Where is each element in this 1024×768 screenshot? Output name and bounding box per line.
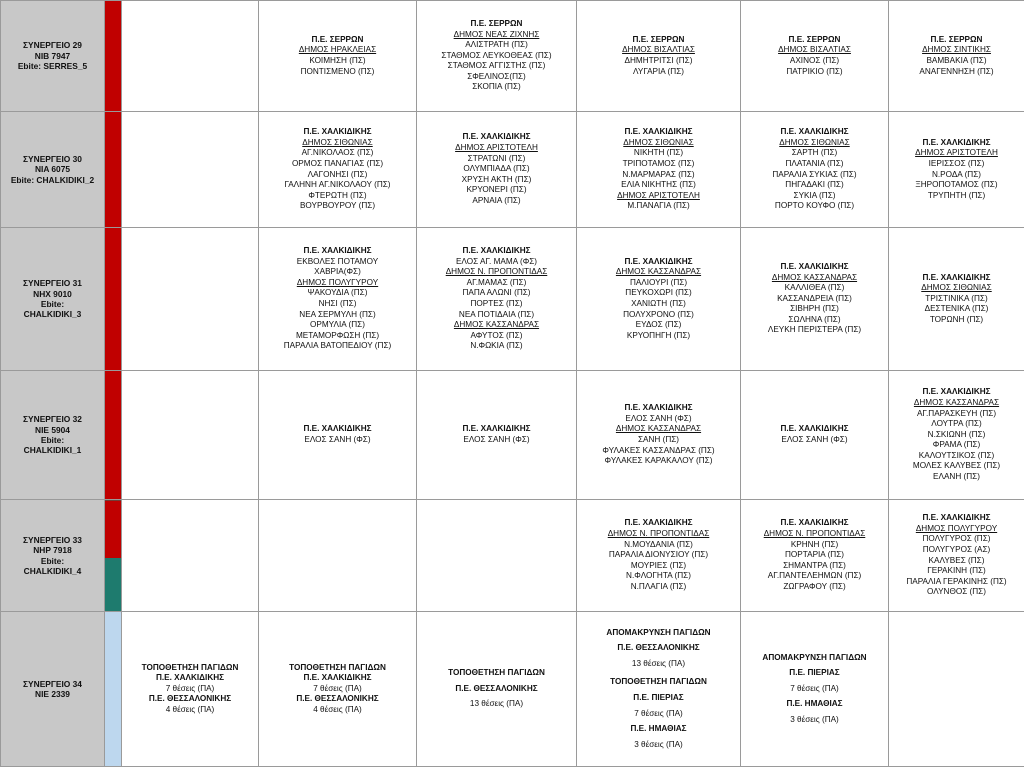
location-line: ΚΑΛΛΙΘΕΑ (ΠΣ) <box>784 283 845 293</box>
line-gap <box>577 669 740 677</box>
location-line: ΤΟΡΩΝΗ (ΠΣ) <box>929 314 984 324</box>
location-line: ΓΕΡΑΚΙΝΗ (ΠΣ) <box>927 566 986 576</box>
region-heading: Π.Ε. ΣΕΡΡΩΝ <box>470 18 523 28</box>
region-heading: Π.Ε. ΧΑΛΚΙΔΙΚΗΣ <box>462 424 531 434</box>
region-heading: Π.Ε. ΧΑΛΚΙΔΙΚΗΣ <box>462 132 531 142</box>
schedule-cell <box>417 500 577 612</box>
region-heading: ΤΟΠΟΘΕΤΗΣΗ ΠΑΓΙΔΩΝ <box>610 677 707 687</box>
team-row <box>1 500 1024 612</box>
location-line: ΕΛΟΣ ΣΑΝΗ (ΦΣ) <box>463 435 530 444</box>
location-line: ΠΟΡΤΕΣ (ΠΣ) <box>470 299 523 308</box>
location-line: ΣΤΡΑΤΩΝΙ (ΠΣ) <box>467 153 526 163</box>
team-cell <box>1 228 105 371</box>
schedule-cell <box>577 112 741 228</box>
schedule-cell <box>122 500 259 612</box>
region-heading: Π.Ε. ΘΕΣΣΑΛΟΝΙΚΗΣ <box>617 643 700 653</box>
location-line: ΕΛΟΣ ΣΑΝΗ (ΦΣ) <box>781 435 848 444</box>
location-line: 13 θέσεις (ΠΑ) <box>469 699 524 709</box>
schedule-cell <box>122 612 259 767</box>
location-line: ΕΛΑΝΗ (ΠΣ) <box>933 472 980 482</box>
team-line: ΣΥΝΕΡΓΕΙΟ 31 <box>23 278 82 289</box>
region-heading: Π.Ε. ΧΑΛΚΙΔΙΚΗΣ <box>155 673 225 683</box>
location-line: ΕΛΟΣ ΑΓ. ΜΑΜΑ (ΦΣ) <box>455 256 538 266</box>
schedule-cell <box>259 228 417 371</box>
location-line: ΔΗΜΗΤΡΙΤΣΙ (ΠΣ) <box>624 56 693 65</box>
location-line: ΣΦΕΛΙΝΟΣ(ΠΣ) <box>467 71 526 81</box>
region-heading: Π.Ε. ΧΑΛΚΙΔΙΚΗΣ <box>303 127 372 137</box>
region-heading: Π.Ε. ΧΑΛΚΙΔΙΚΗΣ <box>780 127 849 137</box>
location-line: ΠΟΛΥΓΥΡΟΣ (ΠΣ) <box>922 534 991 544</box>
location-line: ΑΓ.ΠΑΡΑΣΚΕΥΗ (ΠΣ) <box>916 408 997 418</box>
region-heading: Π.Ε. ΧΑΛΚΙΔΙΚΗΣ <box>462 246 531 256</box>
team-row <box>1 228 1024 371</box>
location-line: ΟΡΜΥΛΙΑ (ΠΣ) <box>310 320 365 330</box>
team-line: ΣΥΝΕΡΓΕΙΟ 29 <box>23 40 82 51</box>
schedule-cell <box>889 371 1024 500</box>
location-line: ΛΥΓΑΡΙΑ (ΠΣ) <box>633 66 684 76</box>
team-line: NHX 9010 <box>33 288 72 299</box>
team-line: Ebite: <box>40 555 65 566</box>
schedule-cell <box>741 112 889 228</box>
team-line: NHP 7918 <box>33 545 72 556</box>
region-heading: Π.Ε. ΧΑΛΚΙΔΙΚΗΣ <box>922 513 991 523</box>
team-cell <box>1 500 105 612</box>
region-heading: Π.Ε. ΠΙΕΡΙΑΣ <box>789 668 840 678</box>
location-line: ΣΤΑΘΜΟΣ ΛΕΥΚΟΘΕΑΣ (ΠΣ) <box>441 50 552 60</box>
status-color-bar <box>105 228 122 371</box>
location-line: ΝΕΑ ΣΕΡΜΥΛΗ (ΠΣ) <box>299 309 376 319</box>
municipality-heading: ΔΗΜΟΣ ΑΡΙΣΤΟΤΕΛΗ <box>455 143 538 153</box>
municipality-heading: ΔΗΜΟΣ ΣΙΘΩΝΙΑΣ <box>779 137 850 147</box>
municipality-heading: ΔΗΜΟΣ Ν. ΠΡΟΠΟΝΤΙΔΑΣ <box>445 267 548 277</box>
schedule-cell <box>889 500 1024 612</box>
location-line: ΦΥΛΑΚΕΣ ΚΑΡΑΚΑΛΟΥ (ΠΣ) <box>604 456 713 466</box>
region-heading: Π.Ε. ΧΑΛΚΙΔΙΚΗΣ <box>922 137 991 147</box>
team-line: NIB 7947 <box>34 50 71 61</box>
status-color-bar <box>105 612 122 767</box>
region-heading: Π.Ε. ΧΑΛΚΙΔΙΚΗΣ <box>624 403 693 413</box>
location-line: 7 θέσεις (ΠΑ) <box>165 683 215 693</box>
municipality-heading: ΔΗΜΟΣ ΒΙΣΑΛΤΙΑΣ <box>778 45 851 55</box>
location-line: ΠΑΡΑΛΙΑ ΣΥΚΙΑΣ (ΠΣ) <box>772 169 857 179</box>
team-line: Ebite: SERRES_5 <box>17 61 88 72</box>
team-row <box>1 1 1024 112</box>
location-line: ΟΡΜΟΣ ΠΑΝΑΓΙΑΣ (ΠΣ) <box>291 158 384 168</box>
schedule-cell <box>259 612 417 767</box>
municipality-heading: ΔΗΜΟΣ ΑΡΙΣΤΟΤΕΛΗ <box>915 148 998 158</box>
location-line: 4 θέσεις (ΠΑ) <box>165 704 215 714</box>
location-line: ΠΗΓΑΔΑΚΙ (ΠΣ) <box>785 180 844 190</box>
location-line: ΣΗΜΑΝΤΡΑ (ΠΣ) <box>783 560 846 570</box>
schedule-cell <box>889 112 1024 228</box>
location-line: ΛΟΥΤΡΑ (ΠΣ) <box>931 419 982 429</box>
municipality-heading: ΔΗΜΟΣ Ν. ΠΡΟΠΟΝΤΙΔΑΣ <box>763 529 866 539</box>
team-row <box>1 371 1024 500</box>
team-cell <box>1 612 105 767</box>
location-line: 3 θέσεις (ΠΑ) <box>634 739 683 749</box>
location-line: ΠΑΛΙΟΥΡΙ (ΠΣ) <box>629 277 688 287</box>
team-cell <box>1 112 105 228</box>
location-line: 13 θέσεις (ΠΑ) <box>631 658 686 668</box>
schedule-cell <box>259 500 417 612</box>
location-line: ΣΤΑΘΜΟΣ ΑΓΓΙΣΤΗΣ (ΠΣ) <box>447 61 546 71</box>
location-line: Ν.ΜΑΡΜΑΡΑΣ (ΠΣ) <box>622 169 695 179</box>
location-line: ΟΛΥΜΠΙΑΔΑ (ΠΣ) <box>463 164 530 174</box>
location-line: 7 θέσεις (ΠΑ) <box>790 683 839 693</box>
team-line: ΣΥΝΕΡΓΕΙΟ 32 <box>23 414 82 425</box>
location-line: ΧΑΝΙΩΤΗ (ΠΣ) <box>631 299 686 308</box>
team-row <box>1 612 1024 767</box>
municipality-heading: ΔΗΜΟΣ ΠΟΛΥΓΥΡΟΥ <box>915 523 998 533</box>
schedule-cell <box>122 228 259 371</box>
team-row <box>1 112 1024 228</box>
location-line: ΣΥΚΙΑ (ΠΣ) <box>793 190 836 200</box>
region-heading: Π.Ε. ΣΕΡΡΩΝ <box>930 34 983 44</box>
location-line: ΕΛΟΣ ΣΑΝΗ (ΦΣ) <box>625 413 692 423</box>
schedule-cell <box>741 612 889 767</box>
municipality-heading: ΔΗΜΟΣ ΣΙΝΤΙΚΗΣ <box>922 45 991 55</box>
location-line: ΣΑΝΗ (ΠΣ) <box>637 435 680 444</box>
schedule-cell <box>889 612 1024 767</box>
location-line: ΜΕΤΑΜΟΡΦΩΣΗ (ΠΣ) <box>295 330 380 340</box>
location-line: ΣΑΡΤΗ (ΠΣ) <box>791 148 838 158</box>
location-line: Ν.ΠΛΑΓΙΑ (ΠΣ) <box>630 581 687 591</box>
municipality-heading: ΔΗΜΟΣ ΑΡΙΣΤΟΤΕΛΗ <box>617 190 700 200</box>
team-cell <box>1 371 105 500</box>
status-color-bar <box>105 112 122 228</box>
location-line: ΠΕΥΚΟΧΩΡΙ (ΠΣ) <box>625 288 692 298</box>
location-line: ΕΛΟΣ ΣΑΝΗ (ΦΣ) <box>304 435 371 444</box>
municipality-heading: ΔΗΜΟΣ ΚΑΣΣΑΝΔΡΑΣ <box>771 272 858 282</box>
schedule-cell <box>259 112 417 228</box>
status-color-bar <box>105 500 122 612</box>
location-line: ΚΡΗΝΗ (ΠΣ) <box>790 539 839 549</box>
location-line: ΦΤΕΡΩΤΗ (ΠΣ) <box>308 190 367 200</box>
region-heading: Π.Ε. ΣΕΡΡΩΝ <box>632 34 685 44</box>
schedule-cell <box>259 1 417 112</box>
region-heading: ΑΠΟΜΑΚΡΥΝΣΗ ΠΑΓΙΔΩΝ <box>762 652 867 662</box>
team-line: ΣΥΝΕΡΓΕΙΟ 30 <box>23 153 82 164</box>
region-heading: Π.Ε. ΧΑΛΚΙΔΙΚΗΣ <box>624 518 693 528</box>
location-line: ΒΟΥΡΒΟΥΡΟΥ (ΠΣ) <box>299 201 376 211</box>
location-line: ΓΑΛΗΝΗ ΑΓ.ΝΙΚΟΛΑΟΥ (ΠΣ) <box>284 180 391 190</box>
location-line: ΚΑΛΥΒΕΣ (ΠΣ) <box>928 555 985 565</box>
municipality-heading: ΔΗΜΟΣ ΚΑΣΣΑΝΔΡΑΣ <box>615 424 702 434</box>
location-line: ΕΛΙΑ ΝΙΚΗΤΗΣ (ΠΣ) <box>621 180 696 190</box>
location-line: ΠΟΛΥΓΥΡΟΣ (ΑΣ) <box>922 544 991 554</box>
schedule-cell <box>417 112 577 228</box>
municipality-heading: ΔΗΜΟΣ ΚΑΣΣΑΝΔΡΑΣ <box>913 397 1000 407</box>
location-line: ΑΡΝΑΙΑ (ΠΣ) <box>472 195 521 205</box>
location-line: ΒΑΜΒΑΚΙΑ (ΠΣ) <box>926 56 987 65</box>
region-heading: ΤΟΠΟΘΕΤΗΣΗ ΠΑΓΙΔΩΝ <box>289 662 386 672</box>
location-line: 7 θέσεις (ΠΑ) <box>634 708 683 718</box>
location-line: ΑΦΥΤΟΣ (ΠΣ) <box>470 330 523 340</box>
location-line: ΑΝΑΓΕΝΝΗΣΗ (ΠΣ) <box>919 66 994 76</box>
location-line: Ν.ΡΟΔΑ (ΠΣ) <box>931 169 982 179</box>
location-line: Μ.ΠΑΝΑΓΙΑ (ΠΣ) <box>627 201 690 211</box>
location-line: ΖΩΓΡΑΦΟΥ (ΠΣ) <box>783 581 846 591</box>
location-line: ΕΚΒΟΛΕΣ ΠΟΤΑΜΟΥ <box>296 256 379 266</box>
schedule-cell <box>741 371 889 500</box>
location-line: ΦΥΛΑΚΕΣ ΚΑΣΣΑΝΔΡΑΣ (ΠΣ) <box>602 445 715 455</box>
location-line: ΠΟΡΤΑΡΙΑ (ΠΣ) <box>784 550 845 560</box>
region-heading: Π.Ε. ΣΕΡΡΩΝ <box>311 34 364 44</box>
region-heading: Π.Ε. ΧΑΛΚΙΔΙΚΗΣ <box>780 261 849 271</box>
location-line: ΠΑΤΡΙΚΙΟ (ΠΣ) <box>786 66 843 76</box>
location-line: ΚΡΥΟΝΕΡΙ (ΠΣ) <box>466 185 527 195</box>
schedule-cell <box>122 371 259 500</box>
location-line: 4 θέσεις (ΠΑ) <box>313 704 362 714</box>
schedule-cell <box>577 371 741 500</box>
team-line: NIE 2339 <box>35 689 70 699</box>
region-heading: Π.Ε. ΘΕΣΣΑΛΟΝΙΚΗΣ <box>455 683 538 693</box>
region-heading: Π.Ε. ΧΑΛΚΙΔΙΚΗΣ <box>303 246 372 256</box>
region-heading: Π.Ε. ΧΑΛΚΙΔΙΚΗΣ <box>922 387 991 397</box>
schedule-cell <box>417 228 577 371</box>
location-line: ΨΑΚΟΥΔΙΑ (ΠΣ) <box>307 288 368 298</box>
location-line: ΑΧΙΝΟΣ (ΠΣ) <box>789 56 840 65</box>
municipality-heading: ΔΗΜΟΣ ΗΡΑΚΛΕΙΑΣ <box>298 45 377 55</box>
location-line: ΛΑΓΟΝΗΣΙ (ΠΣ) <box>307 169 368 179</box>
location-line: ΜΟΥΡΙΕΣ (ΠΣ) <box>630 560 687 570</box>
location-line: ΠΟΡΤΟ ΚΟΥΦΟ (ΠΣ) <box>774 201 855 211</box>
location-line: ΚΑΣΣΑΝΔΡΕΙΑ (ΠΣ) <box>777 293 852 303</box>
location-line: ΙΕΡΙΣΣΟΣ (ΠΣ) <box>928 158 985 168</box>
region-heading: Π.Ε. ΧΑΛΚΙΔΙΚΗΣ <box>303 424 372 434</box>
location-line: ΑΓ.ΜΑΜΑΣ (ΠΣ) <box>466 277 527 287</box>
location-line: ΑΛΙΣΤΡΑΤΗ (ΠΣ) <box>465 40 528 50</box>
schedule-cell <box>577 228 741 371</box>
location-line: ΠΑΠΑ ΑΛΩΝΙ (ΠΣ) <box>462 288 531 298</box>
location-line: Ν.ΦΩΚΙΑ (ΠΣ) <box>470 341 523 351</box>
schedule-cell <box>577 1 741 112</box>
team-line: ΣΥΝΕΡΓΕΙΟ 33 <box>23 534 82 545</box>
municipality-heading: ΔΗΜΟΣ ΠΟΛΥΓΥΡΟΥ <box>296 277 379 287</box>
region-heading: Π.Ε. ΧΑΛΚΙΔΙΚΗΣ <box>303 673 372 683</box>
location-line: ΧΡΥΣΗ ΑΚΤΗ (ΠΣ) <box>461 174 532 184</box>
location-line: Ν.ΦΛΟΓΗΤΑ (ΠΣ) <box>626 571 691 581</box>
location-line: ΠΟΛΥΧΡΟΝΟ (ΠΣ) <box>623 309 694 319</box>
schedule-cell <box>122 1 259 112</box>
location-line: 7 θέσεις (ΠΑ) <box>313 683 362 693</box>
municipality-heading: ΔΗΜΟΣ ΒΙΣΑΛΤΙΑΣ <box>622 45 695 55</box>
location-line: ΣΚΟΠΙΑ (ΠΣ) <box>472 82 521 92</box>
region-heading: Π.Ε. ΧΑΛΚΙΔΙΚΗΣ <box>780 424 849 434</box>
team-line: Ebite: <box>40 299 65 309</box>
team-line: Ebite: CHALKIDIKI_2 <box>10 174 95 185</box>
schedule-body <box>1 1 1024 767</box>
region-heading: Π.Ε. ΧΑΛΚΙΔΙΚΗΣ <box>624 127 693 137</box>
location-line: ΟΛΥΝΘΟΣ (ΠΣ) <box>927 587 986 597</box>
schedule-cell <box>417 612 577 767</box>
status-color-bar <box>105 1 122 112</box>
location-line: ΔΕΣΤΕΝΙΚΑ (ΠΣ) <box>924 304 989 314</box>
location-line: ΠΟΝΤΙΣΜΕΝΟ (ΠΣ) <box>300 66 375 76</box>
schedule-cell <box>577 500 741 612</box>
team-cell <box>1 1 105 112</box>
schedule-cell <box>417 371 577 500</box>
location-line: ΞΗΡΟΠΟΤΑΜΟΣ (ΠΣ) <box>915 180 998 190</box>
location-line: ΧΑΒΡΙΑ(ΦΣ) <box>314 267 361 277</box>
location-line: 3 θέσεις (ΠΑ) <box>790 714 839 724</box>
location-line: ΣΩΛΗΝΑ (ΠΣ) <box>788 314 841 324</box>
schedule-cell <box>741 228 889 371</box>
location-line: ΠΑΡΑΛΙΑ ΔΙΟΝΥΣΙΟΥ (ΠΣ) <box>608 550 709 560</box>
team-line: ΣΥΝΕΡΓΕΙΟ 34 <box>23 678 82 689</box>
region-heading: Π.Ε. ΣΕΡΡΩΝ <box>788 34 841 44</box>
location-line: ΚΟΙΜΗΣΗ (ΠΣ) <box>309 56 366 65</box>
region-heading: Π.Ε. ΗΜΑΘΙΑΣ <box>786 699 843 709</box>
team-line: NIE 5904 <box>35 424 70 435</box>
location-line: ΑΓ.ΠΑΝΤΕΛΕΗΜΩΝ (ΠΣ) <box>767 571 862 581</box>
location-line: ΣΙΒΗΡΗ (ΠΣ) <box>790 304 839 314</box>
schedule-cell <box>122 112 259 228</box>
region-heading: ΤΟΠΟΘΕΤΗΣΗ ΠΑΓΙΔΩΝ <box>141 662 239 672</box>
location-line: ΚΑΛΟΥΤΣΙΚΟΣ (ΠΣ) <box>918 450 995 460</box>
location-line: ΠΑΡΑΛΙΑ ΓΕΡΑΚΙΝΗΣ (ΠΣ) <box>906 576 1007 586</box>
location-line: ΤΡΙΣΤΙΝΙΚΑ (ΠΣ) <box>925 293 988 303</box>
location-line: ΝΙΚΗΤΗ (ΠΣ) <box>633 148 684 158</box>
location-line: ΝΗΣΙ (ΠΣ) <box>318 299 357 308</box>
municipality-heading: ΔΗΜΟΣ ΚΑΣΣΑΝΔΡΑΣ <box>615 267 702 277</box>
location-line: ΚΡΥΟΠΗΓΗ (ΠΣ) <box>626 330 691 340</box>
schedule-cell <box>259 371 417 500</box>
team-line: CHALKIDIKI_1 <box>23 445 82 456</box>
location-line: ΠΑΡΑΛΙΑ ΒΑΤΟΠΕΔΙΟΥ (ΠΣ) <box>283 341 392 351</box>
team-line: CHALKIDIKI_3 <box>23 309 82 320</box>
region-heading: Π.Ε. ΧΑΛΚΙΔΙΚΗΣ <box>922 272 991 282</box>
location-line: Ν.ΜΟΥΔΑΝΙΑ (ΠΣ) <box>624 539 693 549</box>
location-line: ΛΕΥΚΗ ΠΕΡΙΣΤΕΡΑ (ΠΣ) <box>767 325 862 335</box>
location-line: ΦΡΑΜΑ (ΠΣ) <box>932 440 981 450</box>
schedule-cell <box>889 228 1024 371</box>
location-line: ΠΛΑΤΑΝΙΑ (ΠΣ) <box>785 158 844 168</box>
region-heading: Π.Ε. ΠΙΕΡΙΑΣ <box>633 693 684 702</box>
region-heading: Π.Ε. ΘΕΣΣΑΛΟΝΙΚΗΣ <box>148 694 232 704</box>
municipality-heading: ΔΗΜΟΣ ΣΙΘΩΝΙΑΣ <box>302 137 373 147</box>
region-heading: ΑΠΟΜΑΚΡΥΝΣΗ ΠΑΓΙΔΩΝ <box>606 627 711 637</box>
location-line: ΕΥΔΟΣ (ΠΣ) <box>635 320 682 330</box>
region-heading: ΤΟΠΟΘΕΤΗΣΗ ΠΑΓΙΔΩΝ <box>448 668 545 678</box>
municipality-heading: ΔΗΜΟΣ Ν. ΠΡΟΠΟΝΤΙΔΑΣ <box>607 529 710 539</box>
region-heading: Π.Ε. ΧΑΛΚΙΔΙΚΗΣ <box>624 256 693 266</box>
location-line: ΤΡΙΠΟΤΑΜΟΣ (ΠΣ) <box>622 158 695 168</box>
location-line: ΤΡΥΠΗΤΗ (ΠΣ) <box>927 190 986 200</box>
location-line: Ν.ΣΚΙΩΝΗ (ΠΣ) <box>927 429 986 439</box>
schedule-cell <box>741 500 889 612</box>
schedule-cell <box>577 612 741 767</box>
status-color-bar <box>105 371 122 500</box>
schedule-cell <box>417 1 577 112</box>
region-heading: Π.Ε. ΧΑΛΚΙΔΙΚΗΣ <box>780 518 849 528</box>
schedule-cell <box>889 1 1024 112</box>
municipality-heading: ΔΗΜΟΣ ΝΕΑΣ ΖΙΧΝΗΣ <box>453 29 540 39</box>
schedule-cell <box>741 1 889 112</box>
location-line: ΑΓ.ΝΙΚΟΛΑΟΣ (ΠΣ) <box>301 148 374 158</box>
location-line: ΜΟΛΕΣ ΚΑΛΥΒΕΣ (ΠΣ) <box>912 461 1001 471</box>
region-heading: Π.Ε. ΘΕΣΣΑΛΟΝΙΚΗΣ <box>296 694 379 704</box>
municipality-heading: ΔΗΜΟΣ ΣΙΘΩΝΙΑΣ <box>623 137 694 147</box>
location-line: ΝΕΑ ΠΟΤΙΔΑΙΑ (ΠΣ) <box>458 309 535 319</box>
team-line: CHALKIDIKI_4 <box>23 565 82 576</box>
team-line: NIA 6075 <box>34 164 71 175</box>
municipality-heading: ΔΗΜΟΣ ΚΑΣΣΑΝΔΡΑΣ <box>453 320 540 330</box>
region-heading: Π.Ε. ΗΜΑΘΙΑΣ <box>630 724 687 734</box>
municipality-heading: ΔΗΜΟΣ ΣΙΘΩΝΙΑΣ <box>921 283 992 293</box>
team-line: Ebite: <box>40 435 65 445</box>
